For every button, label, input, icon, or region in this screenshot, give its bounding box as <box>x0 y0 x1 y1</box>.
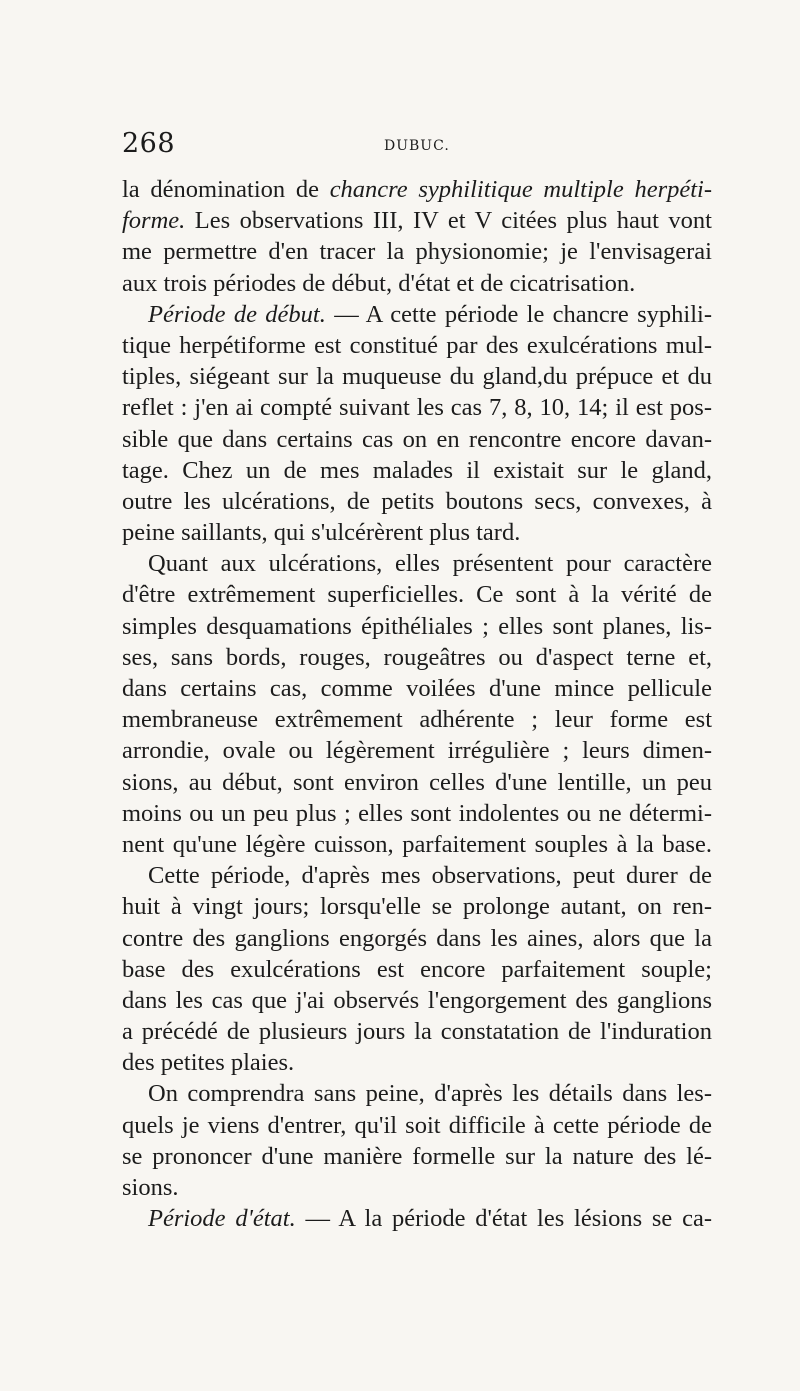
text-line: ses, sans bords, rouges, rougeâtres ou d'aspect terne et, <box>122 643 712 671</box>
text-line: tique herpétiforme est constitué par des exulcérations mul- <box>122 331 712 359</box>
text-line: me permettre d'en tracer la physionomie; je l'envisagerai <box>122 238 712 266</box>
text-line: sions, au début, sont environ celles d'une lentille, un peu <box>122 768 712 796</box>
text-line: contre des ganglions engorgés dans les aines, alors que la <box>122 924 712 952</box>
text-line: la dénomination de chancre syphilitique multiple herpéti- <box>122 176 712 203</box>
text-line: reflet : j'en ai compté suivant les cas 7, 8, 10, 14; il est pos- <box>122 394 712 422</box>
text-line: peine saillants, qui s'ulcérèrent plus tard. <box>122 519 521 547</box>
text-line: Période d'état. — A la période d'état les lésions se ca- <box>148 1205 712 1233</box>
text-line: tiples, siégeant sur la muqueuse du gland,du prépuce et du <box>122 363 712 391</box>
text-line: sible que dans certains cas on en rencontre encore davan- <box>122 425 712 453</box>
text-line: On comprendra sans peine, d'après les détails dans les- <box>148 1080 712 1108</box>
page-number: 268 <box>122 128 176 159</box>
text-line: sions. <box>122 1174 179 1201</box>
text-line: dans certains cas, comme voilées d'une mince pellicule <box>122 675 712 702</box>
text-line: a précédé de plusieurs jours la constatation de l'induration <box>122 1018 712 1046</box>
text-line: des petites plaies. <box>122 1049 295 1077</box>
text-line: nent qu'une légère cuisson, parfaitement souples à la base. <box>122 830 712 858</box>
text-line: tage. Chez un de mes malades il existait sur le gland, <box>122 456 712 484</box>
text-line: simples desquamations épithéliales ; elles sont planes, lis- <box>122 612 712 640</box>
text-line: outre les ulcérations, de petits boutons secs, convexes, à <box>122 487 712 515</box>
text-line: d'être extrêmement superficielles. Ce sont à la vérité de <box>122 581 712 609</box>
text-line: dans les cas que j'ai observés l'engorgement des ganglions <box>122 986 712 1014</box>
text-line: se prononcer d'une manière formelle sur la nature des lé- <box>122 1142 712 1170</box>
text-line: aux trois périodes de début, d'état et de cicatrisation. <box>122 269 636 297</box>
text-line: membraneuse extrêmement adhérente ; leur forme est <box>122 706 712 734</box>
running-head: DUBUC. <box>384 138 450 154</box>
text-line: forme. Les observations III, IV et V citées plus haut vont <box>122 207 712 235</box>
body-text <box>122 174 712 1234</box>
text-line: Cette période, d'après mes observations, peut durer de <box>148 862 712 890</box>
text-line: quels je viens d'entrer, qu'il soit difficile à cette période de <box>122 1111 712 1139</box>
text-line: base des exulcérations est encore parfaitement souple; <box>122 955 712 983</box>
text-line: moins ou un peu plus ; elles sont indolentes ou ne détermi- <box>122 799 712 827</box>
text-line: Période de début. — A cette période le chancre syphili- <box>148 300 712 328</box>
text-line: arrondie, ovale ou légèrement irrégulière ; leurs dimen- <box>122 737 712 765</box>
page-header <box>122 128 712 168</box>
text-line: huit à vingt jours; lorsqu'elle se prolonge autant, on ren- <box>122 893 712 921</box>
text-line: Quant aux ulcérations, elles présentent pour caractère <box>148 550 712 578</box>
